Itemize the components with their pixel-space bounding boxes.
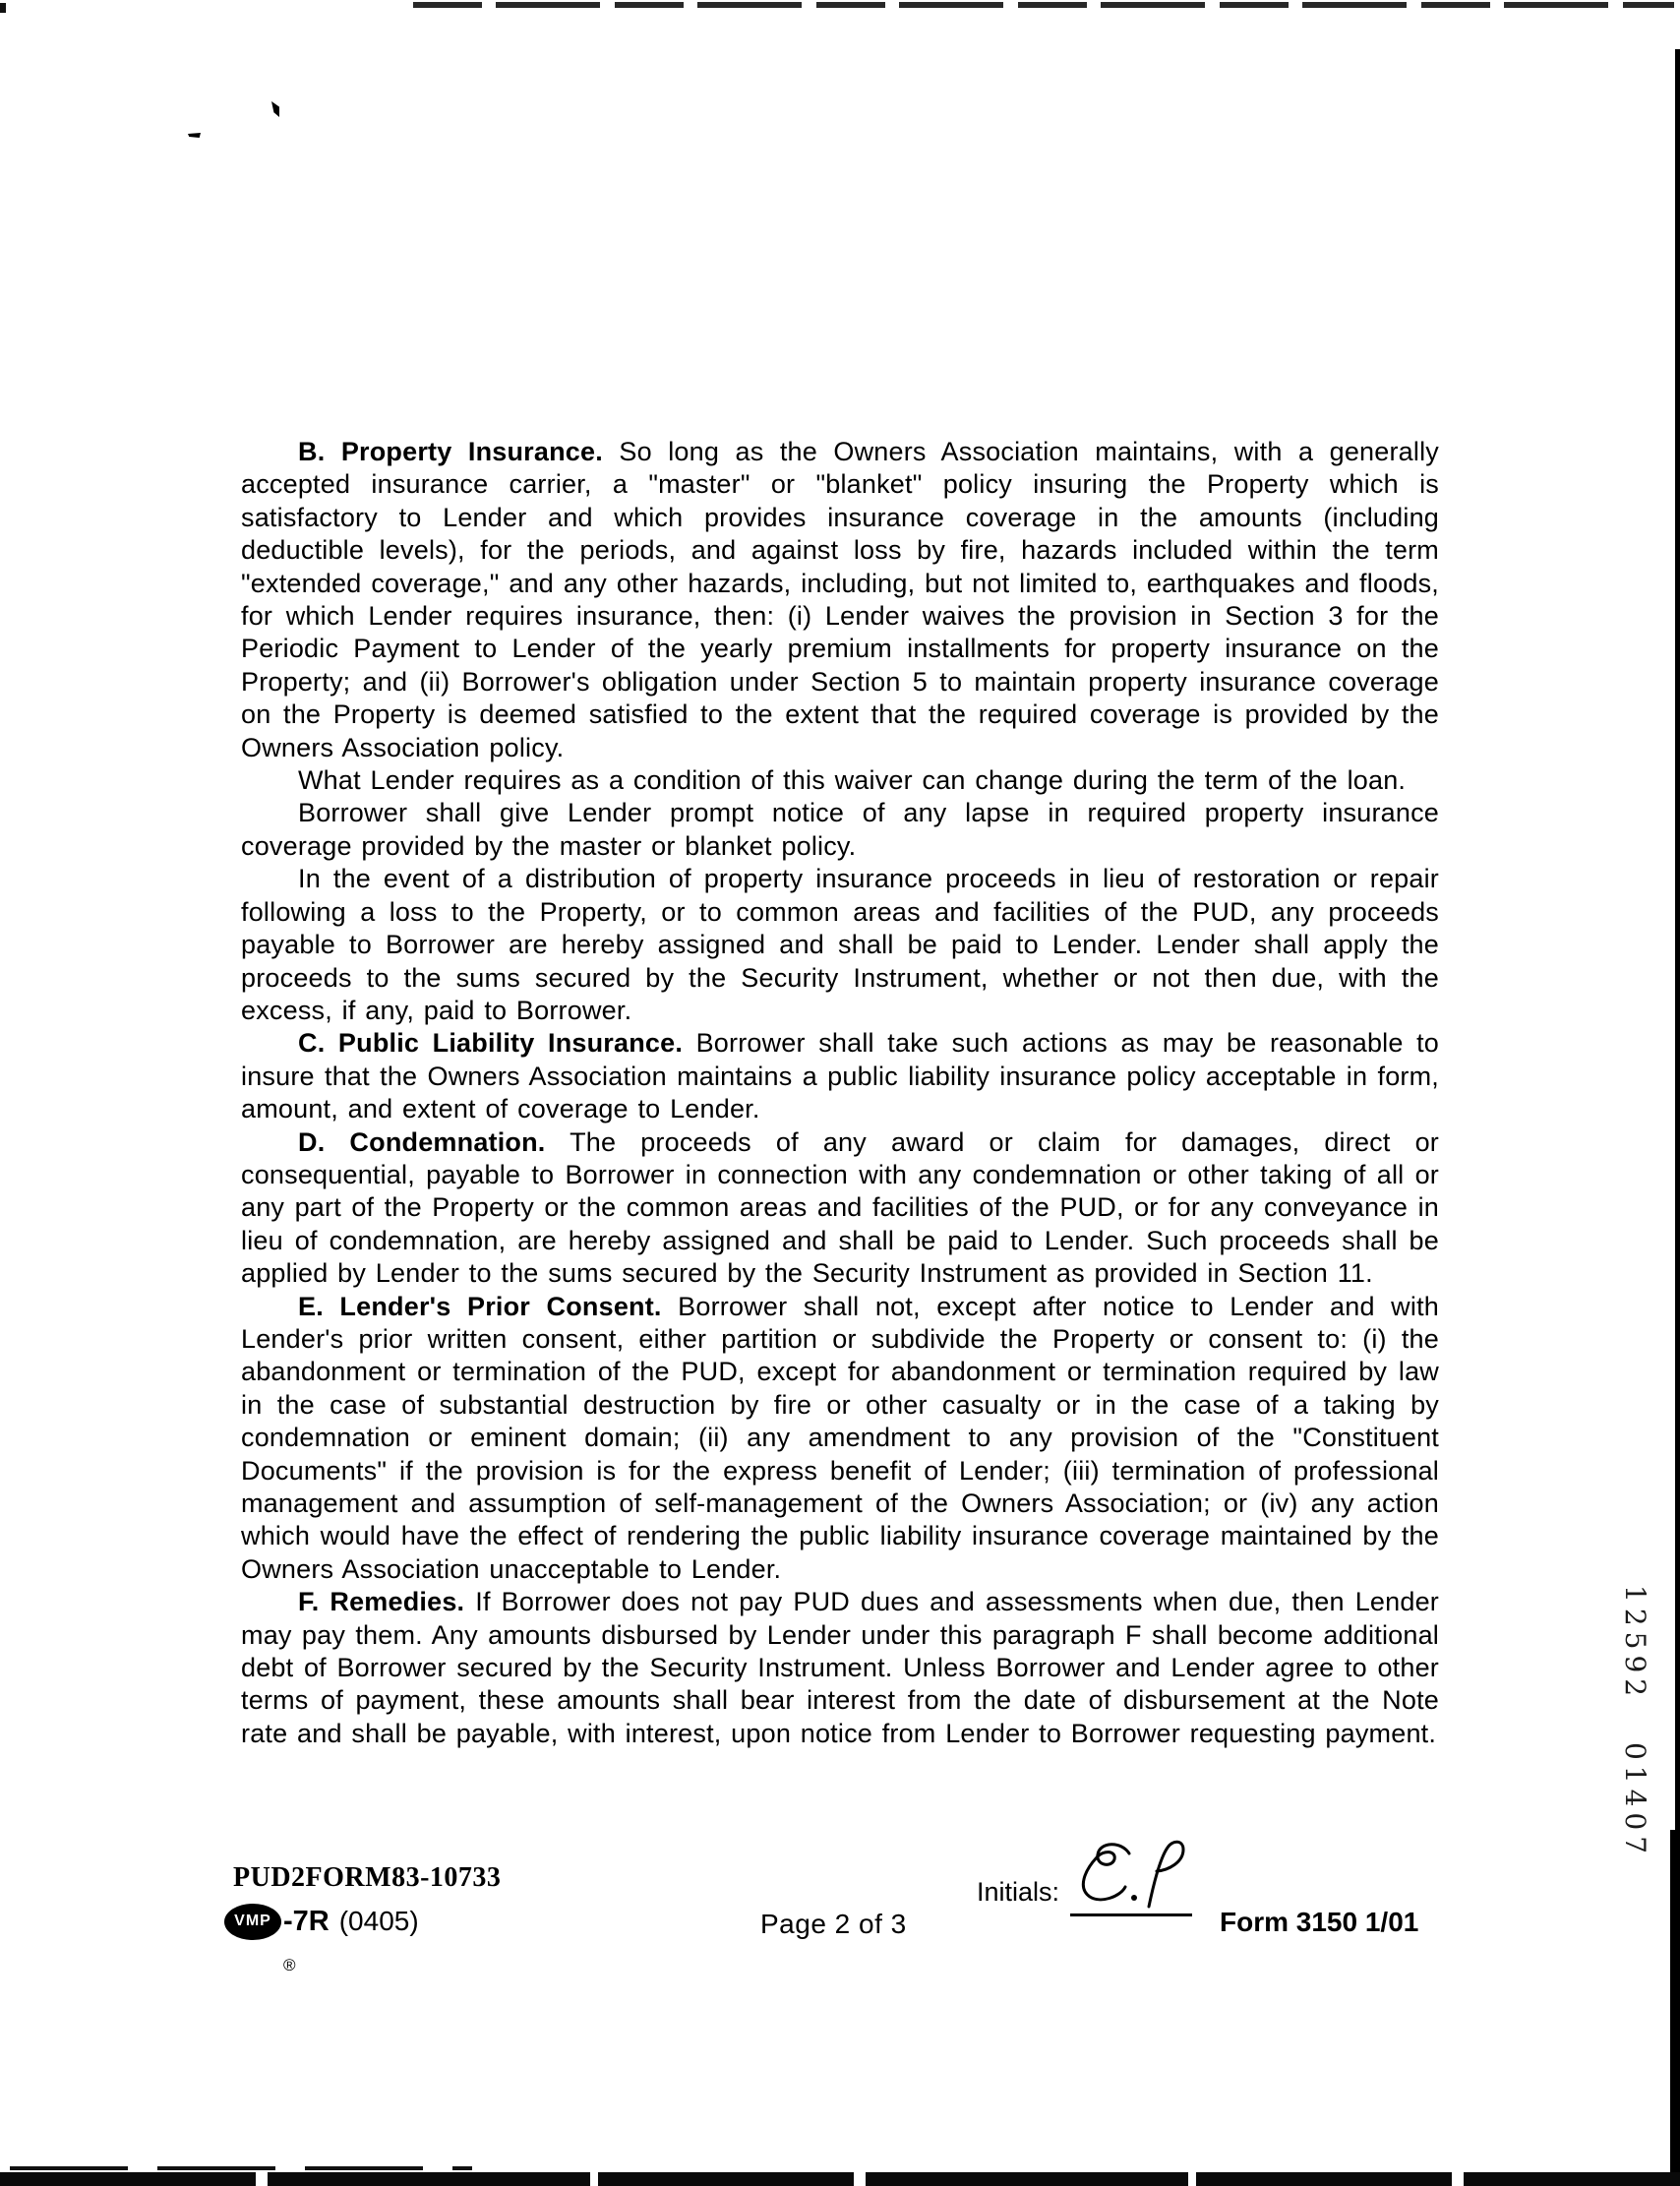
paragraph-text: In the event of a distribution of property insurance proceeds in lieu of restoration or repair following a loss to the Property, or to common areas and facilities of the PUD, any proceeds payable to Borrower are hereby assigned and shall be paid to Lender. Lender shall apply the proceeds to the sums secured by the Security Instrument, whether or not then due, with the excess, if any, paid to Borrower.: [241, 864, 1439, 1025]
initials-underline: [1070, 1913, 1192, 1916]
scan-artifact-right-edge-lower: [1670, 1830, 1680, 2186]
paragraph-text: The proceeds of any award or claim for damages, direct or consequential, payable to Borrower in connection with any condemnation or other taking of all or any part of the Property or the common areas and facilities of the PUD, or for any conveyance in lieu of condemnation, are hereby assigned and shall be paid to Lender. Such proceeds shall be applied by Lender to the sums secured by the Security Instrument as provided in Section 11.: [241, 1126, 1439, 1289]
paragraph-public-liability: [241, 1027, 1439, 1125]
vmp-form-row: [224, 1902, 419, 1974]
paragraph-heading: E. Lender's Prior Consent.: [298, 1291, 662, 1321]
margin-reference-number: 12592 01407: [1619, 1585, 1651, 1860]
scan-artifact-top-line: [413, 2, 1674, 8]
initials-label: Initials:: [977, 1877, 1060, 1907]
paragraph-text: So long as the Owners Association maintains, with a generally accepted insurance carrier, a "master" or "blanket" policy insuring the Property which is satisfactory to Lender and which provides insurance coverage in the amounts (including deductible levels), for the periods, and against loss by fire, hazards included within the term "extended coverage," and any other hazards, including, but not limited to, earthquakes and floods, for which Lender requires insurance, then: (i) Lender waives the provision in Section 3 for the Periodic Payment to Lender of the yearly premium installments for property insurance on the Property; and (ii) Borrower's obligation under Section 5 to maintain property insurance coverage on the Property is deemed satisfied to the extent that the required coverage is provided by the Owners Association policy.: [241, 437, 1439, 762]
form-reference: Form 3150 1/01: [1220, 1907, 1419, 1937]
scan-artifact-corner-speck: [0, 3, 6, 13]
scan-artifact-bottom-bar: [0, 2172, 1680, 2186]
scan-artifact-speck: [188, 133, 201, 138]
form-code: PUD2FORM83-10733: [233, 1862, 502, 1893]
paragraph-heading: F. Remedies.: [298, 1587, 465, 1617]
paragraph-text: Borrower shall not, except after notice to Lender and with Lender's prior written consent, either partition or subdivide the Property or consent to: (i) the abandonment or termination of the PUD, except for abandonment or termination required by law in the case of substantial destruction by fire or other casualty or in the case of a taking by condemnation or eminent domain; (ii) any amendment to any provision of the "Constituent Documents" if the provision is for the express benefit of Lender; (iii) termination of professional management and assumption of self-management of the Owners Association; or (iv) any action which would have the effect of rendering the public liability insurance coverage maintained by the Owners Association unacceptable to Lender.: [241, 1291, 1440, 1584]
page-number-label: Page 2 of 3: [760, 1909, 907, 1939]
vmp-logo-text: VMP: [234, 1913, 271, 1929]
initials-signature: [1064, 1838, 1207, 1918]
paragraph-text: What Lender requires as a condition of this waiver can change during the term of the loan.: [298, 765, 1407, 796]
paragraph-lenders-prior-consent: [241, 1291, 1439, 1587]
paragraph-text: If Borrower does not pay PUD dues and assessments when due, then Lender may pay them. Any amounts disbursed by Lender under this paragraph F shall become additional debt of Borrower secured by the Security Instrument. Unless Borrower and Lender agree to other terms of payment, these amounts shall bear interest from the date of disbursement at the Note rate and shall be payable, with interest, upon notice from Lender to Borrower requesting payment.: [241, 1587, 1439, 1748]
paragraph-heading: D. Condemnation.: [298, 1126, 546, 1157]
registered-mark: ®: [283, 1956, 296, 1974]
paragraph-heading: C. Public Liability Insurance.: [298, 1028, 684, 1059]
scan-artifact-bottom-thin-line: [10, 2166, 472, 2170]
vmp-logo-icon: [224, 1904, 281, 1940]
paragraph-distribution-proceeds: [241, 863, 1439, 1027]
paragraph-text: Borrower shall give Lender prompt notice of any lapse in required property insurance coverage provided by the master or blanket policy.: [241, 798, 1439, 861]
paragraph-text: Borrower shall take such actions as may be reasonable to insure that the Owners Association maintains a public liability insurance policy acceptable in form, amount, and extent of coverage to Lender.: [241, 1028, 1440, 1124]
document-body: [241, 436, 1439, 1750]
paragraph-condemnation: [241, 1126, 1439, 1291]
paragraph-remedies: [241, 1586, 1439, 1750]
vmp-model-number: -7R: [283, 1905, 330, 1937]
vmp-revision: (0405): [338, 1906, 419, 1936]
paragraph-waiver-change: [241, 764, 1439, 797]
paragraph-prompt-notice: [241, 797, 1439, 863]
paragraph-heading: B. Property Insurance.: [298, 437, 603, 466]
scan-artifact-speck: [271, 101, 279, 117]
paragraph-property-insurance: [241, 436, 1439, 764]
